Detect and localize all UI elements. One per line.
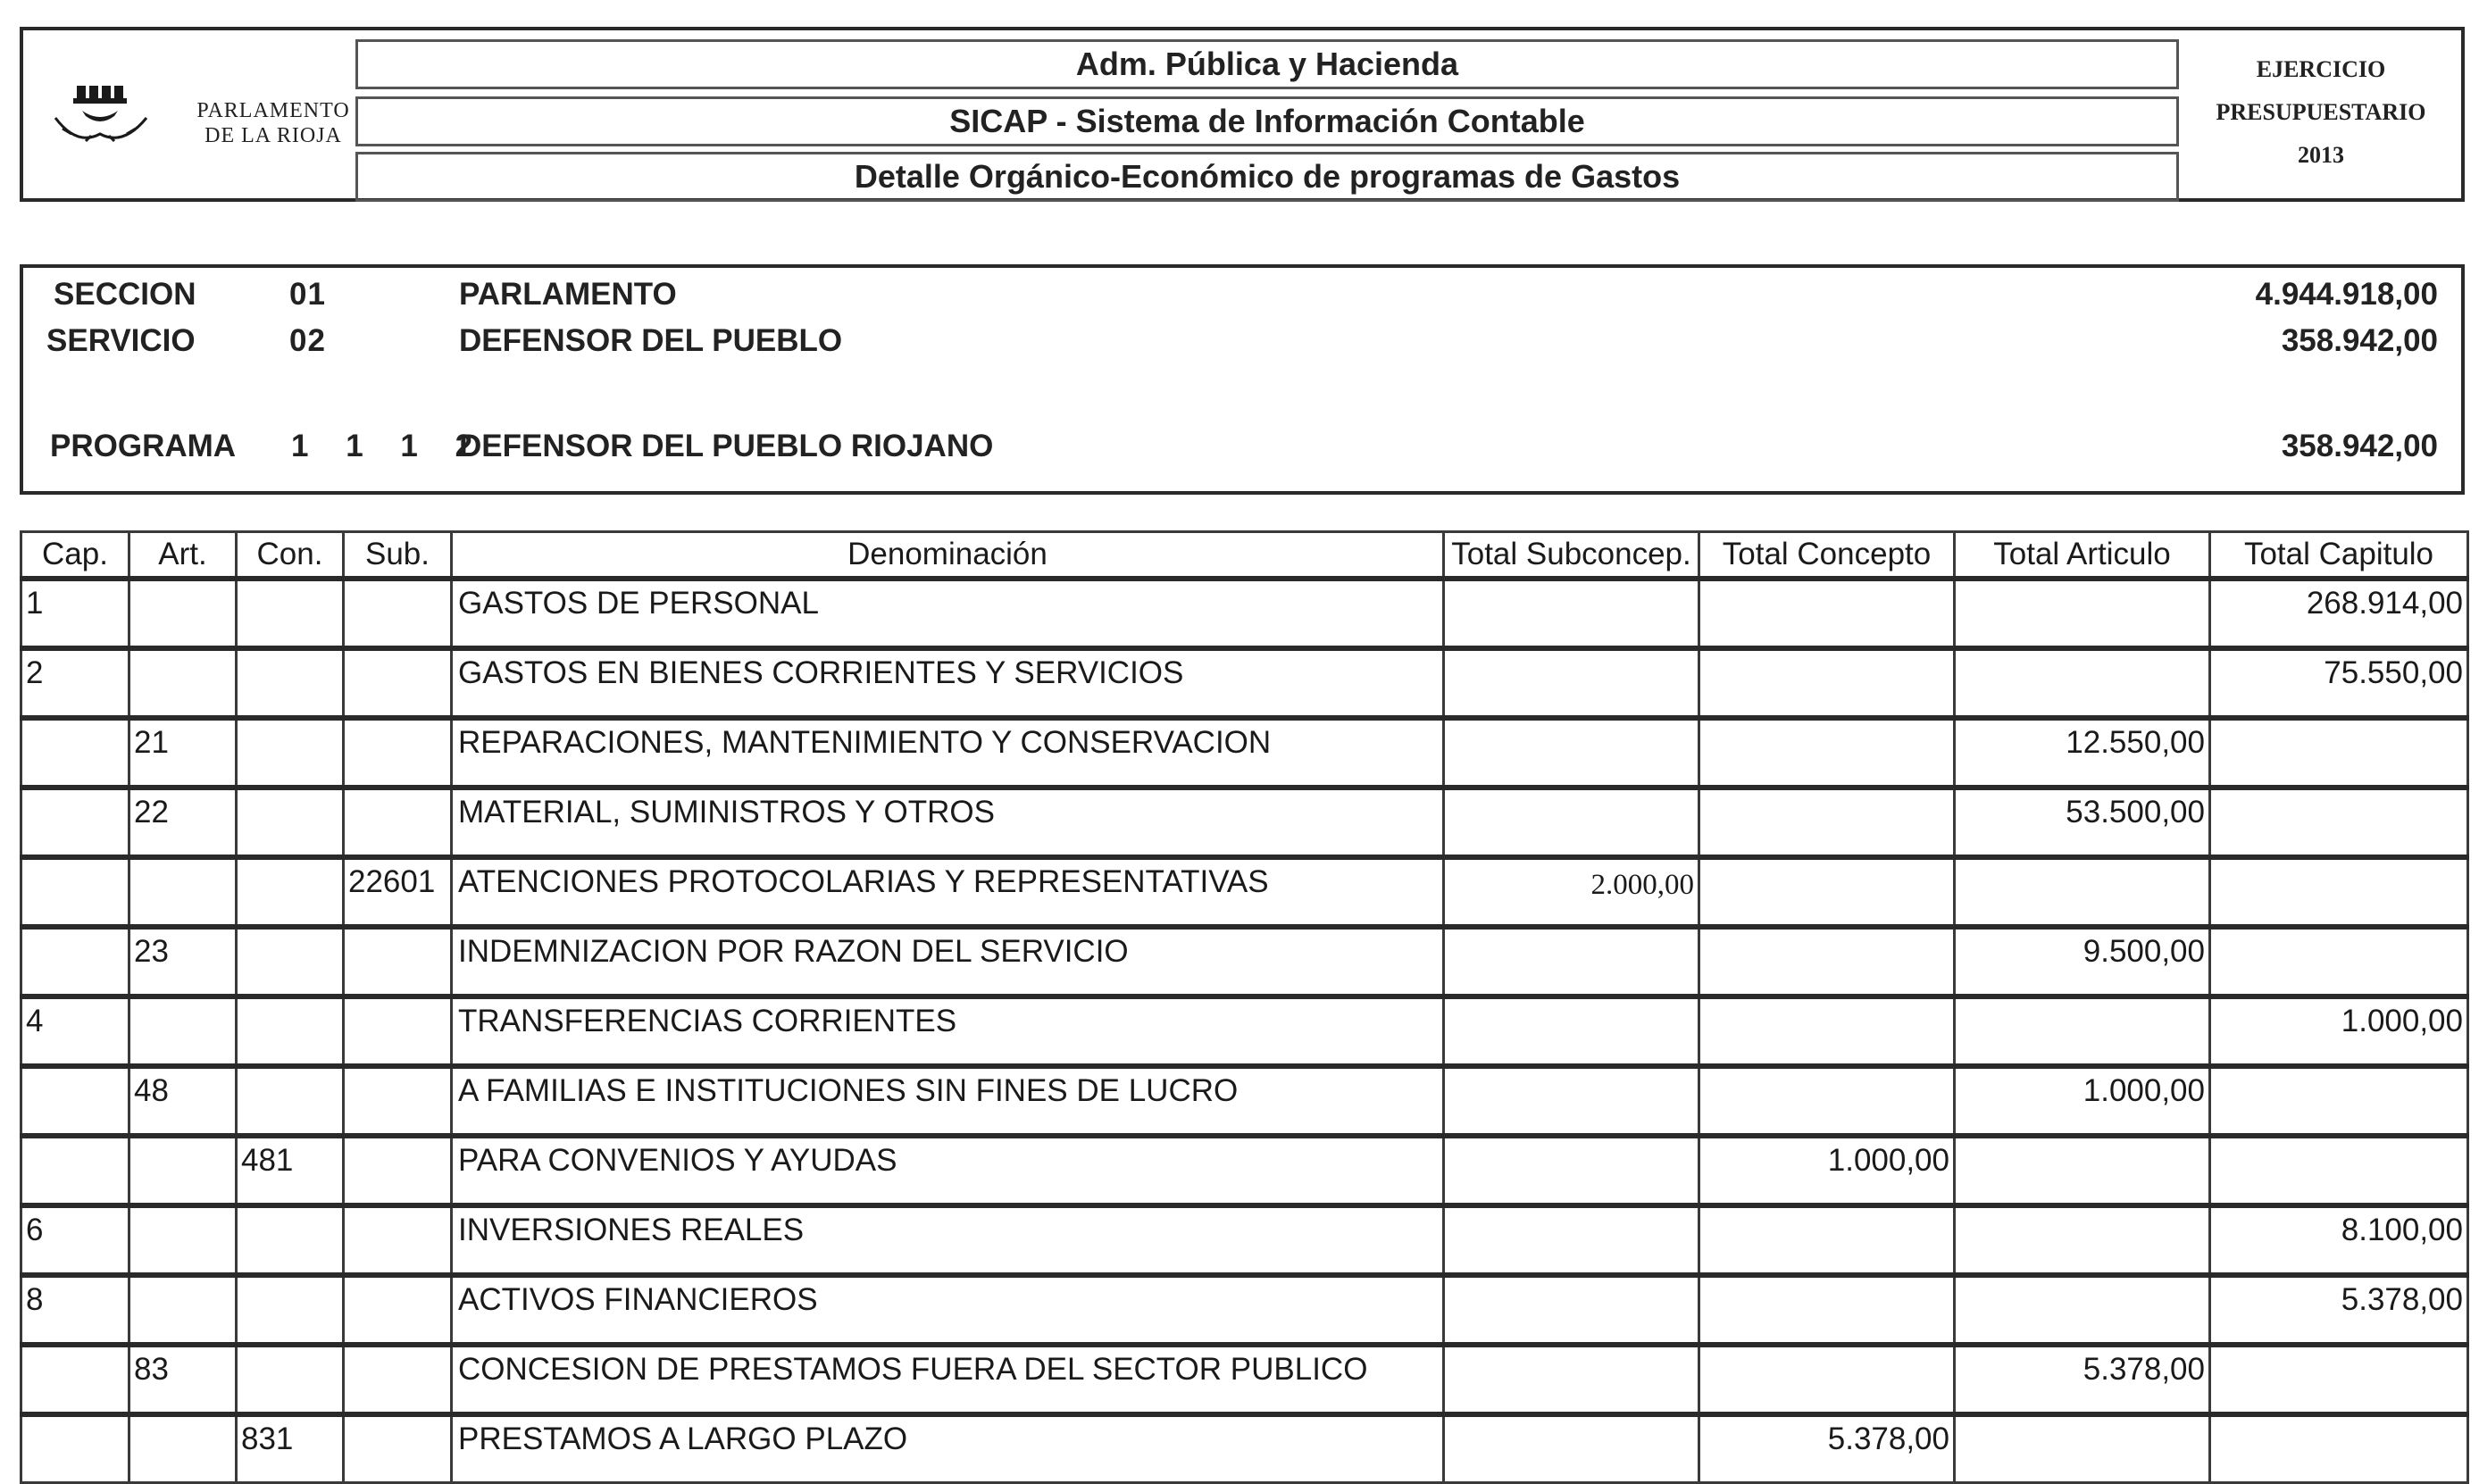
cell-denominacion: REPARACIONES, MANTENIMIENTO Y CONSERVACION xyxy=(452,718,1444,788)
cell-sub xyxy=(344,1275,452,1345)
ejercicio-label: EJERCICIO xyxy=(2256,56,2386,82)
table-row xyxy=(21,579,2468,648)
cell-total-capitulo xyxy=(2210,1414,2468,1483)
cell-total-subconcepto xyxy=(1444,996,1699,1066)
fiscal-year-block xyxy=(2183,48,2459,177)
table-row xyxy=(21,788,2468,857)
cell-con xyxy=(237,1205,344,1275)
cell-sub xyxy=(344,579,452,648)
col-header-con: Con. xyxy=(237,532,344,579)
cell-total-capitulo: 268.914,00 xyxy=(2210,579,2468,648)
header-title-department: Adm. Pública y Hacienda xyxy=(355,39,2179,89)
cell-denominacion: GASTOS DE PERSONAL xyxy=(452,579,1444,648)
cell-total-capitulo: 1.000,00 xyxy=(2210,996,2468,1066)
cell-total-articulo xyxy=(1955,1205,2210,1275)
cell-art xyxy=(129,1414,237,1483)
cell-total-articulo xyxy=(1955,648,2210,718)
programa-amount: 358.942,00 xyxy=(2281,429,2438,463)
cell-total-capitulo xyxy=(2210,857,2468,927)
cell-sub xyxy=(344,1414,452,1483)
cell-total-subconcepto xyxy=(1444,718,1699,788)
cell-denominacion: A FAMILIAS E INSTITUCIONES SIN FINES DE LUCRO xyxy=(452,1066,1444,1136)
cell-art xyxy=(129,1136,237,1205)
col-header-total-articulo: Total Articulo xyxy=(1955,532,2210,579)
cell-total-subconcepto xyxy=(1444,1066,1699,1136)
servicio-row xyxy=(23,321,2461,361)
cell-cap: 6 xyxy=(21,1205,129,1275)
cell-con xyxy=(237,1345,344,1414)
cell-total-concepto: 1.000,00 xyxy=(1699,1136,1955,1205)
cell-art: 23 xyxy=(129,927,237,996)
seccion-label: SECCION xyxy=(54,277,196,312)
parliament-emblem-icon xyxy=(50,84,157,155)
cell-total-capitulo: 8.100,00 xyxy=(2210,1205,2468,1275)
cell-sub xyxy=(344,1136,452,1205)
cell-total-articulo xyxy=(1955,1136,2210,1205)
cell-con: 481 xyxy=(237,1136,344,1205)
cell-total-concepto: 5.378,00 xyxy=(1699,1414,1955,1483)
fiscal-year: 2013 xyxy=(2298,142,2344,168)
cell-cap xyxy=(21,1066,129,1136)
expense-detail-table xyxy=(20,530,2469,1484)
cell-total-capitulo xyxy=(2210,1066,2468,1136)
cell-art xyxy=(129,857,237,927)
report-header xyxy=(20,27,2465,202)
cell-total-concepto xyxy=(1699,927,1955,996)
cell-total-capitulo: 75.550,00 xyxy=(2210,648,2468,718)
cell-total-articulo xyxy=(1955,857,2210,927)
cell-con xyxy=(237,579,344,648)
cell-total-concepto xyxy=(1699,857,1955,927)
cell-art: 83 xyxy=(129,1345,237,1414)
cell-con xyxy=(237,788,344,857)
logo-line-2: DE LA RIOJA xyxy=(204,124,342,147)
cell-total-subconcepto xyxy=(1444,648,1699,718)
cell-total-subconcepto xyxy=(1444,1414,1699,1483)
cell-con xyxy=(237,927,344,996)
table-row xyxy=(21,648,2468,718)
cell-total-concepto xyxy=(1699,996,1955,1066)
seccion-amount: 4.944.918,00 xyxy=(2255,277,2438,312)
col-header-total-subconcepto: Total Subconcep. xyxy=(1444,532,1699,579)
table-row xyxy=(21,857,2468,927)
cell-total-articulo xyxy=(1955,996,2210,1066)
cell-cap: 2 xyxy=(21,648,129,718)
cell-total-concepto xyxy=(1699,718,1955,788)
cell-sub xyxy=(344,718,452,788)
cell-total-concepto xyxy=(1699,788,1955,857)
cell-con: 831 xyxy=(237,1414,344,1483)
table-row xyxy=(21,718,2468,788)
cell-total-articulo xyxy=(1955,1414,2210,1483)
cell-art xyxy=(129,1275,237,1345)
cell-total-concepto xyxy=(1699,1066,1955,1136)
table-header-row xyxy=(21,532,2468,579)
cell-total-capitulo xyxy=(2210,927,2468,996)
cell-denominacion: PRESTAMOS A LARGO PLAZO xyxy=(452,1414,1444,1483)
cell-con xyxy=(237,648,344,718)
cell-con xyxy=(237,718,344,788)
cell-denominacion: MATERIAL, SUMINISTROS Y OTROS xyxy=(452,788,1444,857)
cell-total-concepto xyxy=(1699,1205,1955,1275)
col-header-art: Art. xyxy=(129,532,237,579)
cell-total-subconcepto xyxy=(1444,1345,1699,1414)
cell-total-articulo: 1.000,00 xyxy=(1955,1066,2210,1136)
cell-cap: 4 xyxy=(21,996,129,1066)
servicio-name: DEFENSOR DEL PUEBLO xyxy=(459,323,843,358)
cell-cap xyxy=(21,718,129,788)
cell-sub xyxy=(344,927,452,996)
cell-total-articulo: 9.500,00 xyxy=(1955,927,2210,996)
cell-sub xyxy=(344,1345,452,1414)
servicio-code: 02 xyxy=(289,323,326,358)
table-row xyxy=(21,1414,2468,1483)
table-row xyxy=(21,927,2468,996)
cell-total-capitulo xyxy=(2210,788,2468,857)
cell-denominacion: PARA CONVENIOS Y AYUDAS xyxy=(452,1136,1444,1205)
col-header-denominacion: Denominación xyxy=(452,532,1444,579)
programa-name: DEFENSOR DEL PUEBLO RIOJANO xyxy=(459,429,994,463)
programa-label: PROGRAMA xyxy=(50,429,237,463)
cell-denominacion: INVERSIONES REALES xyxy=(452,1205,1444,1275)
cell-total-articulo: 53.500,00 xyxy=(1955,788,2210,857)
cell-denominacion: GASTOS EN BIENES CORRIENTES Y SERVICIOS xyxy=(452,648,1444,718)
table-row xyxy=(21,1066,2468,1136)
cell-total-subconcepto: 2.000,00 xyxy=(1444,857,1699,927)
col-header-total-concepto: Total Concepto xyxy=(1699,532,1955,579)
cell-total-articulo xyxy=(1955,1275,2210,1345)
cell-total-subconcepto xyxy=(1444,788,1699,857)
cell-sub xyxy=(344,648,452,718)
cell-denominacion: CONCESION DE PRESTAMOS FUERA DEL SECTOR PUBLICO xyxy=(452,1345,1444,1414)
cell-cap xyxy=(21,1136,129,1205)
cell-denominacion: TRANSFERENCIAS CORRIENTES xyxy=(452,996,1444,1066)
seccion-name: PARLAMENTO xyxy=(459,277,677,312)
cell-total-capitulo: 5.378,00 xyxy=(2210,1275,2468,1345)
presupuestario-label: PRESUPUESTARIO xyxy=(2216,99,2426,125)
cell-total-subconcepto xyxy=(1444,1136,1699,1205)
logo-text xyxy=(188,98,358,148)
cell-total-concepto xyxy=(1699,648,1955,718)
table-row xyxy=(21,1345,2468,1414)
cell-art: 22 xyxy=(129,788,237,857)
col-header-cap: Cap. xyxy=(21,532,129,579)
parliament-logo xyxy=(50,84,354,182)
cell-sub xyxy=(344,996,452,1066)
cell-total-subconcepto xyxy=(1444,1205,1699,1275)
cell-cap xyxy=(21,927,129,996)
cell-total-concepto xyxy=(1699,579,1955,648)
cell-sub xyxy=(344,1205,452,1275)
cell-total-articulo: 12.550,00 xyxy=(1955,718,2210,788)
col-header-total-capitulo: Total Capitulo xyxy=(2210,532,2468,579)
programa-code: 1 1 1 2 xyxy=(291,429,482,463)
table-row xyxy=(21,1205,2468,1275)
header-title-system: SICAP - Sistema de Información Contable xyxy=(355,96,2179,146)
cell-total-concepto xyxy=(1699,1275,1955,1345)
cell-cap xyxy=(21,1345,129,1414)
servicio-amount: 358.942,00 xyxy=(2281,323,2438,358)
cell-denominacion: ATENCIONES PROTOCOLARIAS Y REPRESENTATIVAS xyxy=(452,857,1444,927)
seccion-row xyxy=(23,275,2461,314)
cell-sub xyxy=(344,788,452,857)
cell-cap xyxy=(21,788,129,857)
cell-total-concepto xyxy=(1699,1345,1955,1414)
organic-classification-block xyxy=(20,264,2465,495)
seccion-code: 01 xyxy=(289,277,326,312)
cell-total-capitulo xyxy=(2210,1345,2468,1414)
cell-con xyxy=(237,996,344,1066)
cell-total-capitulo xyxy=(2210,1136,2468,1205)
table-row xyxy=(21,996,2468,1066)
cell-total-subconcepto xyxy=(1444,1275,1699,1345)
cell-total-subconcepto xyxy=(1444,579,1699,648)
cell-art: 48 xyxy=(129,1066,237,1136)
cell-art: 21 xyxy=(129,718,237,788)
header-title-report: Detalle Orgánico-Económico de programas de Gastos xyxy=(355,152,2179,202)
cell-con xyxy=(237,1275,344,1345)
table-body xyxy=(21,579,2468,1483)
logo-line-1: PARLAMENTO xyxy=(196,99,350,122)
cell-cap xyxy=(21,857,129,927)
cell-sub xyxy=(344,1066,452,1136)
cell-sub: 22601 xyxy=(344,857,452,927)
col-header-sub: Sub. xyxy=(344,532,452,579)
cell-cap: 1 xyxy=(21,579,129,648)
cell-denominacion: ACTIVOS FINANCIEROS xyxy=(452,1275,1444,1345)
cell-art xyxy=(129,579,237,648)
cell-cap: 8 xyxy=(21,1275,129,1345)
table-row xyxy=(21,1275,2468,1345)
cell-total-articulo: 5.378,00 xyxy=(1955,1345,2210,1414)
cell-cap xyxy=(21,1414,129,1483)
servicio-label: SERVICIO xyxy=(46,323,196,358)
table-row xyxy=(21,1136,2468,1205)
cell-art xyxy=(129,648,237,718)
cell-art xyxy=(129,996,237,1066)
cell-total-capitulo xyxy=(2210,718,2468,788)
programa-row xyxy=(23,427,2461,466)
cell-art xyxy=(129,1205,237,1275)
cell-denominacion: INDEMNIZACION POR RAZON DEL SERVICIO xyxy=(452,927,1444,996)
cell-total-subconcepto xyxy=(1444,927,1699,996)
cell-con xyxy=(237,857,344,927)
cell-total-articulo xyxy=(1955,579,2210,648)
cell-con xyxy=(237,1066,344,1136)
